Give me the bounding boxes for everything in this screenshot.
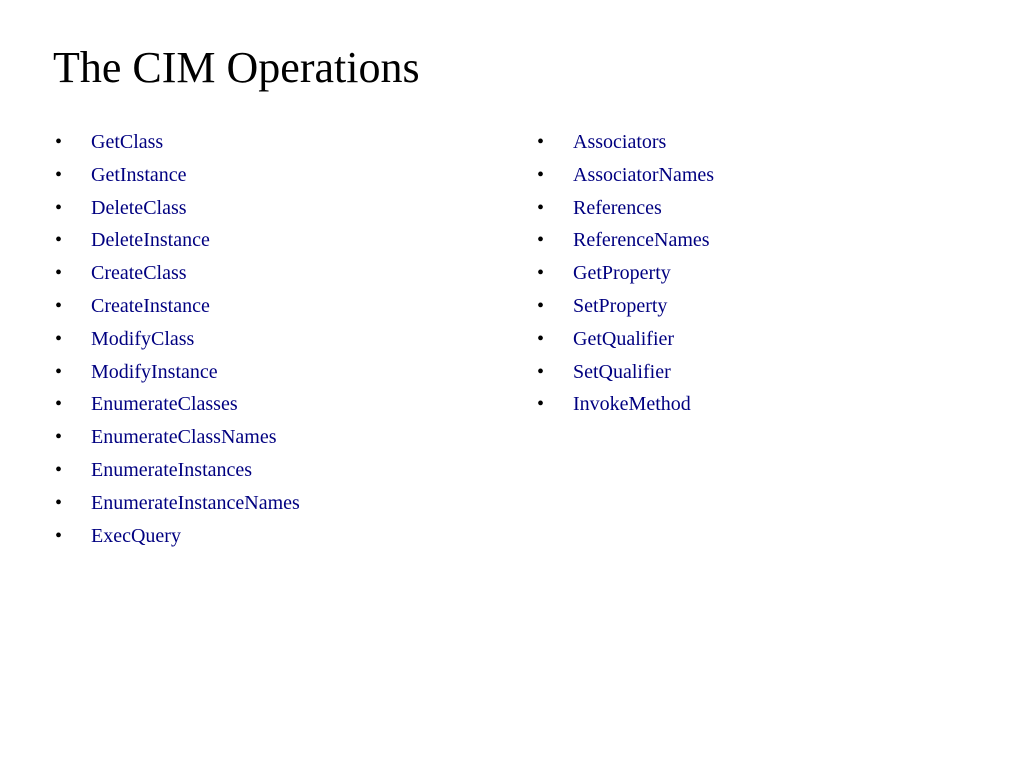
bullet-icon: • [55, 360, 63, 383]
operation-name: AssociatorNames [573, 163, 715, 186]
operation-name: ReferenceNames [573, 229, 710, 252]
bullet-icon: • [537, 131, 545, 153]
bullet-icon: • [537, 393, 545, 416]
operation-name: ModifyClass [91, 327, 195, 350]
operation-name: EnumerateInstanceNames [91, 491, 300, 514]
operation-name: GetProperty [573, 262, 671, 285]
operation-name: SetProperty [573, 294, 668, 317]
operation-name: DeleteInstance [91, 229, 210, 252]
operation-name: CreateInstance [91, 294, 210, 317]
slide-title: The CIM Operations [53, 43, 420, 92]
operation-name: ExecQuery [91, 524, 181, 547]
operation-name: GetInstance [91, 163, 187, 186]
operation-name: GetQualifier [573, 327, 675, 350]
operation-name: ModifyInstance [91, 360, 218, 383]
operation-name: GetClass [91, 131, 164, 153]
bullet-icon: • [537, 327, 545, 350]
operation-name: EnumerateInstances [91, 458, 253, 481]
bullet-icon: • [537, 229, 545, 252]
operation-name: Associators [573, 131, 667, 153]
bullet-icon: • [55, 163, 63, 186]
bullet-icon: • [55, 131, 63, 153]
bullet-icon: • [55, 294, 63, 317]
bullet-icon: • [55, 491, 63, 514]
operation-name: SetQualifier [573, 360, 671, 383]
bullet-icon: • [55, 426, 63, 449]
operation-name: EnumerateClassNames [91, 426, 277, 449]
operation-name: CreateClass [91, 262, 187, 285]
bullet-icon: • [537, 262, 545, 285]
bullet-icon: • [55, 196, 63, 219]
bullet-icon: • [537, 163, 545, 186]
bullet-icon: • [537, 196, 545, 219]
bullet-icon: • [537, 360, 545, 383]
bullet-icon: • [537, 294, 545, 317]
bullet-icon: • [55, 458, 63, 481]
operation-name: InvokeMethod [573, 393, 691, 416]
bullet-icon: • [55, 393, 63, 416]
bullet-icon: • [55, 524, 63, 547]
operation-name: EnumerateClasses [91, 393, 238, 416]
bullet-icon: • [55, 327, 63, 350]
bullet-icon: • [55, 229, 63, 252]
operation-name: DeleteClass [91, 196, 187, 219]
bullet-icon: • [55, 262, 63, 285]
operation-name: References [573, 196, 662, 219]
